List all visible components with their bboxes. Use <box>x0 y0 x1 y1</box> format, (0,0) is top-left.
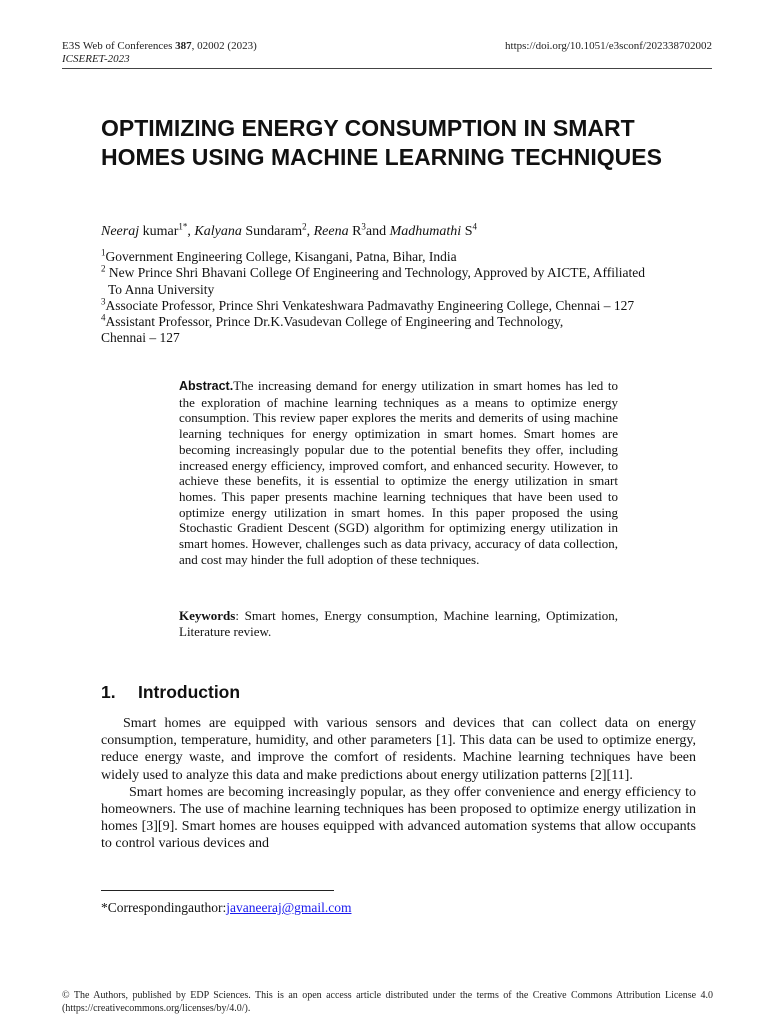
section-body <box>101 715 696 853</box>
author: Madhumathi $S^4$ <box>389 221 477 239</box>
affiliation-continuation: Chennai – 127 <box>101 330 180 346</box>
abstract-label: Abstract. <box>179 379 234 393</box>
header-divider <box>62 68 712 69</box>
email-link[interactable]: javaneeraj@gmail.com <box>226 900 352 915</box>
corresponding-author-footnote: *Correspondingauthor:javaneeraj@gmail.com <box>101 900 352 915</box>
section-number: 1. <box>101 682 116 702</box>
author: Kalyana Sundaram$^2$, <box>194 221 314 239</box>
section-title: Introduction <box>138 682 241 702</box>
affiliation: $^1$Government Engineering College, Kisangani, Patna, Bihar, India <box>101 247 457 264</box>
volume-number: 387 <box>175 40 192 52</box>
author-list <box>101 223 477 241</box>
footnote-divider <box>101 890 334 891</box>
affiliation: $^2$ New Prince Shri Bhavani College Of Engineering and Technology, Approved by AICTE, Affiliated <box>101 263 645 281</box>
abstract <box>179 378 618 567</box>
abstract-text: The increasing demand for energy utilization in smart homes has led to the exploration of machine learning techniques as a means to optimize energy consumption. This review paper explores the merits and demerits of using machine learning techniques for energy optimization in smart homes. Smart homes are becoming increasingly popular due to the potential benefits they offer, including increased energy efficiency, improved comfort, and enhanced security. However, to achieve these benefits, it is essential to optimize the energy utilization in smart homes. This paper presents machine learning techniques that have been used to optimize energy utilization in smart homes. In this paper proposed the using Stochastic Gradient Descent (SGD) algorithm for optimizing energy utilization in smart homes. However, challenges such as data privacy, accuracy of data collection, and cost may hinder the full adoption of these techniques. <box>179 378 618 567</box>
paragraph: Smart homes are becoming increasingly popular, as they offer convenience and energy efficiency to homeowners. The use of machine learning techniques has been proposed to optimize energy utilization in homes [3][9]. Smart homes are houses equipped with advanced automation systems that allow occupants to control various devices and <box>101 784 696 852</box>
keywords <box>179 608 618 640</box>
conference-series: ICSERET-2023 <box>62 53 130 65</box>
affiliation-continuation: To Anna University <box>108 281 215 297</box>
author: Neeraj kumar$^{1*}$, <box>101 221 195 239</box>
author: Reena $R^3and$ <box>313 221 390 239</box>
paper-title: OPTIMIZING ENERGY CONSUMPTION IN SMART HOMES USING MACHINE LEARNING TECHNIQUES <box>101 115 662 170</box>
doi-link[interactable]: https://doi.org/10.1051/e3sconf/202338702002 <box>505 40 712 52</box>
affiliation-list <box>101 249 711 347</box>
keywords-label: Keywords <box>179 608 236 623</box>
affiliation: $^4$Assistant Professor, Prince Dr.K.Vasudevan College of Engineering and Technology, <box>101 312 564 330</box>
paragraph: Smart homes are equipped with various sensors and devices that can collect data on energy consumption, temperature, humidity, and other parameters [1]. This data can be used to optimize energy, reduce energy waste, and improve the comfort of residents. Machine learning techniques have been widely used to analyze this data and make predictions about energy utilization patterns [2][11]. <box>101 716 696 783</box>
license-notice: © The Authors, published by EDP Sciences. This is an open access article distributed under the terms of the Creative Commons Attribution License 4.0 (https://creativecommons.org/licenses/by/4.0/). <box>62 990 713 1014</box>
affiliation: $^3$Associate Professor, Prince Shri Venkateshwara Padmavathy Engineering College, Chennai – 127 <box>101 296 635 313</box>
section-heading <box>101 682 240 703</box>
keywords-text: : Smart homes, Energy consumption, Machine learning, Optimization, Literature review. <box>179 608 618 639</box>
journal-citation: E3S Web of Conferences 387, 02002 (2023) <box>62 40 257 52</box>
running-header-left <box>62 40 257 66</box>
